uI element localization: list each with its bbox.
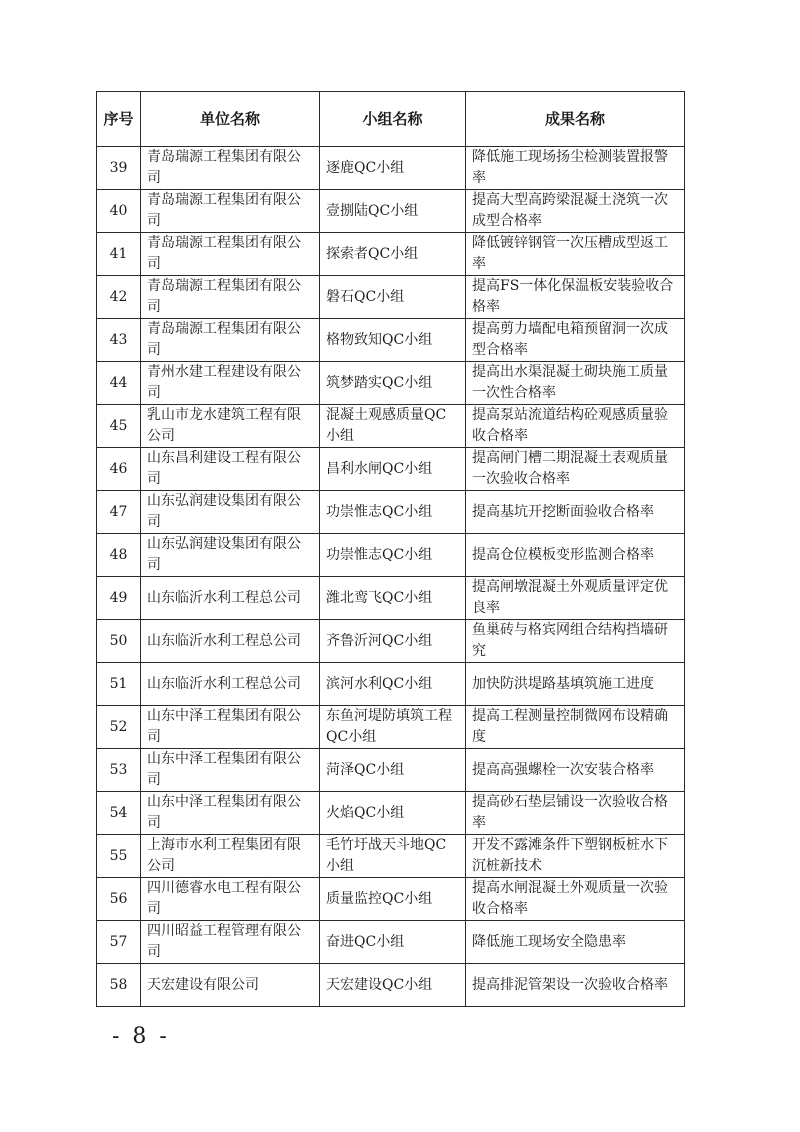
table-body [97, 147, 685, 1007]
cell-group-name: 东鱼河堤防填筑工程QC小组 [320, 706, 466, 749]
table-row [97, 620, 685, 663]
cell-group-name: 滨河水利QC小组 [320, 663, 466, 706]
cell-unit-name: 山东中泽工程集团有限公司 [141, 706, 320, 749]
cell-serial-number: 41 [97, 233, 141, 276]
cell-group-name: 格物致知QC小组 [320, 319, 466, 362]
cell-unit-name: 山东弘润建设集团有限公司 [141, 491, 320, 534]
cell-unit-name: 山东中泽工程集团有限公司 [141, 749, 320, 792]
cell-result-name: 提高仓位模板变形监测合格率 [466, 534, 685, 577]
cell-group-name: 潍北鸾飞QC小组 [320, 577, 466, 620]
table-row [97, 878, 685, 921]
table-header-row [97, 92, 685, 147]
cell-serial-number: 42 [97, 276, 141, 319]
cell-result-name: 提高闸墩混凝土外观质量评定优良率 [466, 577, 685, 620]
cell-serial-number: 52 [97, 706, 141, 749]
cell-result-name: 提高排泥管架设一次验收合格率 [466, 964, 685, 1007]
cell-result-name: 提高砂石垫层铺设一次验收合格率 [466, 792, 685, 835]
cell-unit-name: 山东昌利建设工程有限公司 [141, 448, 320, 491]
cell-serial-number: 55 [97, 835, 141, 878]
cell-group-name: 菏泽QC小组 [320, 749, 466, 792]
cell-unit-name: 山东弘润建设集团有限公司 [141, 534, 320, 577]
award-list-table [96, 91, 685, 1007]
table-row [97, 448, 685, 491]
table-row [97, 921, 685, 964]
cell-serial-number: 40 [97, 190, 141, 233]
cell-group-name: 天宏建设QC小组 [320, 964, 466, 1007]
table-row [97, 835, 685, 878]
header-group-name: 小组名称 [320, 92, 466, 147]
cell-serial-number: 39 [97, 147, 141, 190]
cell-result-name: 提高水闸混凝土外观质量一次验收合格率 [466, 878, 685, 921]
table-row [97, 147, 685, 190]
cell-result-name: 提高工程测量控制微网布设精确度 [466, 706, 685, 749]
cell-serial-number: 54 [97, 792, 141, 835]
cell-result-name: 降低施工现场扬尘检测装置报警率 [466, 147, 685, 190]
cell-serial-number: 45 [97, 405, 141, 448]
cell-unit-name: 青岛瑞源工程集团有限公司 [141, 233, 320, 276]
cell-group-name: 筑梦踏实QC小组 [320, 362, 466, 405]
cell-serial-number: 50 [97, 620, 141, 663]
cell-unit-name: 四川德睿水电工程有限公司 [141, 878, 320, 921]
cell-result-name: 开发不露滩条件下塑钢板桩水下沉桩新技术 [466, 835, 685, 878]
cell-result-name: 提高泵站流道结构砼观感质量验收合格率 [466, 405, 685, 448]
table-row [97, 491, 685, 534]
cell-result-name: 提高出水渠混凝土砌块施工质量一次性合格率 [466, 362, 685, 405]
cell-unit-name: 山东临沂水利工程总公司 [141, 663, 320, 706]
cell-unit-name: 青岛瑞源工程集团有限公司 [141, 276, 320, 319]
table-row [97, 964, 685, 1007]
cell-result-name: 加快防洪堤路基填筑施工进度 [466, 663, 685, 706]
cell-serial-number: 57 [97, 921, 141, 964]
cell-unit-name: 青岛瑞源工程集团有限公司 [141, 147, 320, 190]
cell-serial-number: 48 [97, 534, 141, 577]
cell-result-name: 提高高强螺栓一次安装合格率 [466, 749, 685, 792]
cell-result-name: 鱼巢砖与格宾网组合结构挡墙研究 [466, 620, 685, 663]
cell-serial-number: 49 [97, 577, 141, 620]
cell-unit-name: 青岛瑞源工程集团有限公司 [141, 190, 320, 233]
cell-serial-number: 56 [97, 878, 141, 921]
cell-unit-name: 四川昭益工程管理有限公司 [141, 921, 320, 964]
cell-unit-name: 山东临沂水利工程总公司 [141, 577, 320, 620]
cell-unit-name: 乳山市龙水建筑工程有限公司 [141, 405, 320, 448]
cell-group-name: 质量监控QC小组 [320, 878, 466, 921]
cell-group-name: 功崇惟志QC小组 [320, 534, 466, 577]
header-unit-name: 单位名称 [141, 92, 320, 147]
table-row [97, 190, 685, 233]
page-number: - 8 - [112, 1024, 170, 1049]
cell-group-name: 齐鲁沂河QC小组 [320, 620, 466, 663]
table-row [97, 534, 685, 577]
cell-unit-name: 青岛瑞源工程集团有限公司 [141, 319, 320, 362]
cell-group-name: 探索者QC小组 [320, 233, 466, 276]
cell-result-name: 提高基坑开挖断面验收合格率 [466, 491, 685, 534]
cell-result-name: 降低施工现场安全隐患率 [466, 921, 685, 964]
cell-unit-name: 上海市水利工程集团有限公司 [141, 835, 320, 878]
cell-group-name: 壹捌陆QC小组 [320, 190, 466, 233]
cell-serial-number: 58 [97, 964, 141, 1007]
cell-group-name: 奋进QC小组 [320, 921, 466, 964]
cell-unit-name: 山东中泽工程集团有限公司 [141, 792, 320, 835]
cell-serial-number: 43 [97, 319, 141, 362]
table-row [97, 362, 685, 405]
cell-result-name: 降低镀锌钢管一次压槽成型返工率 [466, 233, 685, 276]
cell-group-name: 功崇惟志QC小组 [320, 491, 466, 534]
table-row [97, 706, 685, 749]
cell-serial-number: 44 [97, 362, 141, 405]
cell-group-name: 逐鹿QC小组 [320, 147, 466, 190]
table-row [97, 276, 685, 319]
cell-group-name: 火焰QC小组 [320, 792, 466, 835]
cell-group-name: 磐石QC小组 [320, 276, 466, 319]
cell-result-name: 提高闸门槽二期混凝土表观质量一次验收合格率 [466, 448, 685, 491]
cell-group-name: 昌利水闸QC小组 [320, 448, 466, 491]
cell-serial-number: 46 [97, 448, 141, 491]
cell-result-name: 提高FS一体化保温板安装验收合格率 [466, 276, 685, 319]
cell-unit-name: 青州水建工程建设有限公司 [141, 362, 320, 405]
cell-unit-name: 山东临沂水利工程总公司 [141, 620, 320, 663]
table-row [97, 319, 685, 362]
cell-serial-number: 53 [97, 749, 141, 792]
header-serial-number: 序号 [97, 92, 141, 147]
cell-serial-number: 47 [97, 491, 141, 534]
table-row [97, 749, 685, 792]
table-row [97, 663, 685, 706]
table-row [97, 233, 685, 276]
cell-result-name: 提高大型高跨梁混凝土浇筑一次成型合格率 [466, 190, 685, 233]
cell-unit-name: 天宏建设有限公司 [141, 964, 320, 1007]
cell-group-name: 毛竹圩战天斗地QC小组 [320, 835, 466, 878]
cell-result-name: 提高剪力墙配电箱预留洞一次成型合格率 [466, 319, 685, 362]
table-row [97, 405, 685, 448]
cell-serial-number: 51 [97, 663, 141, 706]
header-result-name: 成果名称 [466, 92, 685, 147]
table-row [97, 577, 685, 620]
table-row [97, 792, 685, 835]
cell-group-name: 混凝土观感质量QC小组 [320, 405, 466, 448]
